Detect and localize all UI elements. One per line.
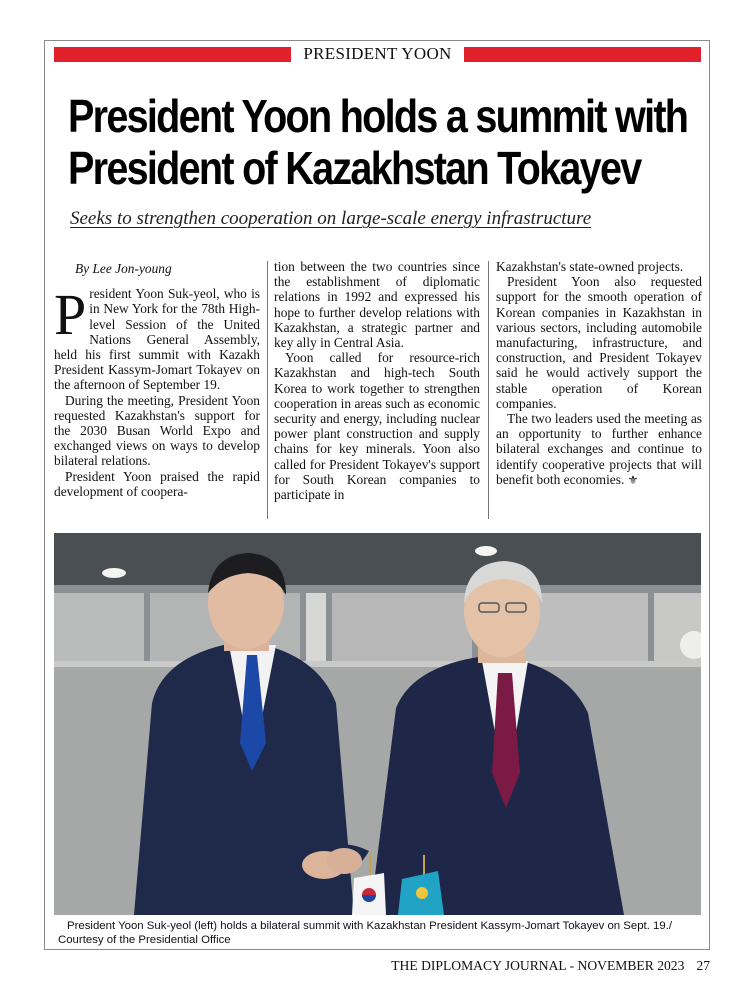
article-column-2 (274, 259, 480, 521)
article-subhead: Seeks to strengthen cooperation on large-scale energy infrastructure (70, 208, 592, 229)
column-divider (488, 261, 489, 519)
paragraph (54, 282, 260, 393)
headline-line-1: President Yoon holds a summit with (68, 90, 688, 142)
section-bar-left (54, 47, 291, 62)
article-column-1 (54, 259, 260, 521)
column-divider (267, 261, 268, 519)
publication-name: THE DIPLOMACY JOURNAL - NOVEMBER 2023 (391, 958, 685, 973)
headline-line-2: President of Kazakhstan Tokayev (68, 142, 641, 194)
section-bar-right (464, 47, 701, 62)
end-mark-icon: ⚜ (627, 472, 639, 487)
page-footer (300, 958, 710, 974)
photo-caption: President Yoon Suk-yeol (left) holds a bilateral summit with Kazakhstan President Kassym-Jomart Tokayev on Sept. 19./ Courtesy of the Presidential Office (58, 920, 673, 946)
paragraph: Kazakhstan's state-owned projects. (496, 259, 684, 274)
paragraph: tion between the two countries since the establishment of diplomatic relations in 1992 and expressed his hope to further develop relations with Kazakhstan, a strategic partner and key ally in Central Asia. (274, 259, 480, 351)
drop-cap: P (54, 282, 87, 348)
article-headline (68, 90, 704, 194)
section-label: PRESIDENT YOON (303, 44, 452, 63)
paragraph: Yoon called for resource-rich Kazakhstan and high-tech South Korea to work together to strengthen cooperation in areas such as economic security and energy, including nuclear power plant construction and supply chains for key minerals. Yoon also called for President Tokayev's support for South Korean companies to participate in (274, 350, 480, 503)
article-body (54, 259, 703, 521)
byline: By Lee Jon-young (75, 261, 172, 276)
paragraph: President Yoon praised the rapid development of coopera- (54, 468, 260, 499)
summit-photo-illustration (54, 533, 701, 915)
paragraph-text: The two leaders used the meeting as an opportunity to further enhance bilateral exchanges and continue to identify cooperative projects that will benefit both economies. (496, 411, 702, 487)
paragraph-text: resident Yoon Suk-yeol, who is in New York for the 78th High-level Session of the United Nations General Assembly, held his first summit with Kazakh President Kassym-Jomart Tokayev on the afternoon of September 19. (54, 286, 260, 393)
summit-photo (54, 533, 701, 915)
article-column-3 (496, 259, 702, 521)
page-number: 27 (696, 958, 710, 973)
paragraph (496, 411, 702, 488)
paragraph: During the meeting, President Yoon requested Kazakhstan's support for the 2030 Busan World Expo and exchanged views on ways to develop bilateral relations. (54, 392, 260, 469)
section-header (54, 44, 701, 64)
paragraph: President Yoon also requested support for the smooth operation of Korean companies in Kazakhstan in various sectors, including automobile manufacturing, infrastructure, and construction, and President Tokayev said he would actively support the stable operation of Korean companies. (496, 274, 702, 411)
